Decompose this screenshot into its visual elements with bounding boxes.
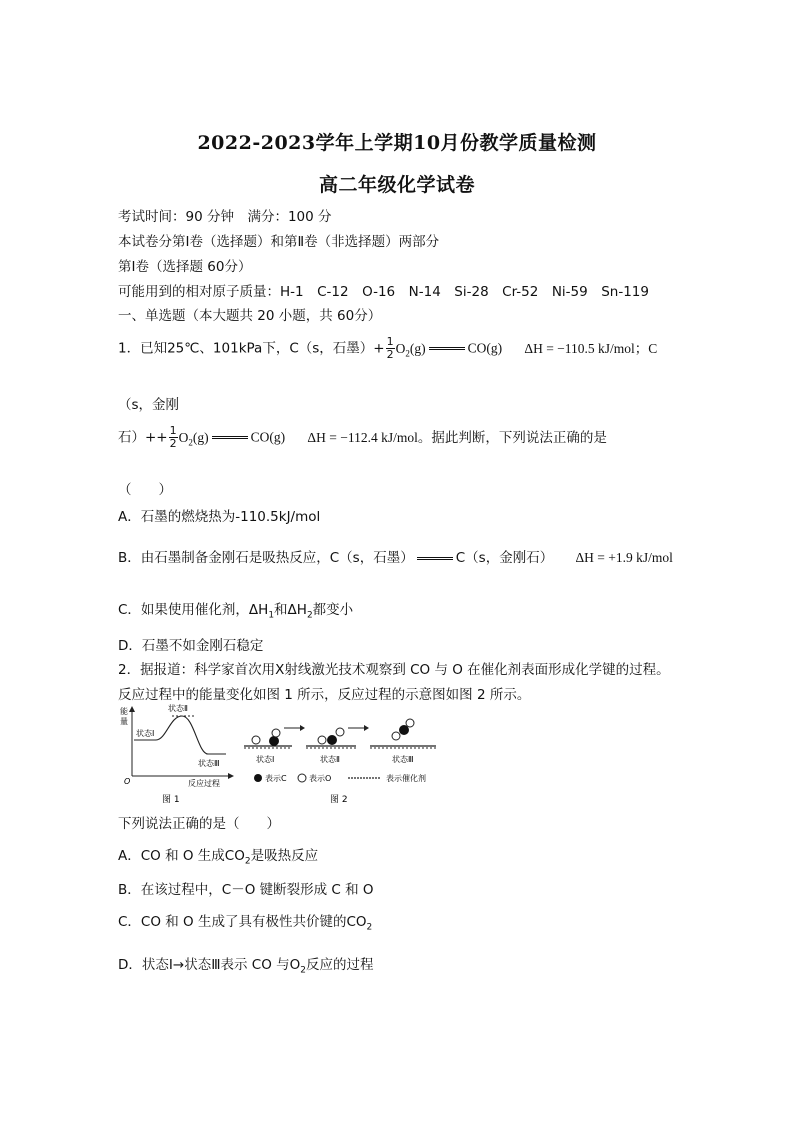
fig2-legend-c: 表示C — [265, 774, 287, 783]
q1-blank: （ ） — [118, 482, 172, 498]
fig2-legend-catalyst: 表示催化剂 — [386, 774, 426, 783]
fig2-state3-o-atom-1 — [392, 732, 400, 740]
fig2-state2-label: 状态Ⅱ — [320, 755, 340, 764]
q1-fraction-2: $\frac{1}{2}$ — [169, 424, 177, 450]
atomic-masses: 可能用到的相对原子质量：H-1 C-12 O-16 N-14 Si-28 Cr-52 Ni-59 Sn-119 — [118, 284, 649, 300]
exam-time: 考试时间：90 分钟 满分：100 分 — [118, 209, 332, 225]
q1-dh2: ΔH = −112.4 kJ/mol。据此判断，下列说法正确的是 — [307, 429, 607, 445]
figure-1-energy-diagram — [118, 702, 238, 808]
fig1-origin: O — [124, 777, 131, 786]
fig1-caption: 图 1 — [162, 795, 180, 805]
fig2-state1-label: 状态Ⅰ — [256, 755, 275, 764]
fig1-state3-label: 状态Ⅲ — [198, 759, 220, 768]
fig2-state1-o-atom — [252, 736, 260, 744]
q2-question: 下列说法正确的是（ ） — [118, 816, 280, 832]
q1-dh1: ΔH = −110.5 kJ/mol；C — [524, 340, 658, 356]
exam-title: 2022-2023学年上学期10月份教学质量检测 — [197, 132, 597, 154]
fig2-legend-o-icon — [298, 774, 306, 782]
q1-option-b-arrow — [417, 557, 453, 560]
q1-option-a: A．石墨的燃烧热为-110.5kJ/mol — [118, 509, 321, 525]
fig2-state1-o-bound — [272, 729, 280, 737]
fig1-x-arrow — [228, 773, 234, 779]
fig2-arrow-2 — [364, 725, 369, 731]
fig1-xlabel: 反应过程 — [188, 779, 220, 788]
q1-option-c: C．如果使用催化剂，$\Delta H_1$和$\Delta H_2$都变小 — [118, 602, 354, 621]
q1-option-d: D．石墨不如金刚石稳定 — [118, 638, 264, 654]
q2-option-c: C．CO 和 O 生成了具有极性共价键的$CO_2$ — [118, 914, 373, 933]
q2-stem-line2: 反应过程中的能量变化如图 1 所示，反应过程的示意图如图 2 所示。 — [118, 687, 531, 703]
figure-2-process-diagram — [240, 718, 440, 808]
section-heading: 一、单选题（本大题共 20 小题，共 60分） — [118, 308, 382, 324]
q1-stem-text: 1．已知25℃、101kPa下，C（s，石墨）+ — [118, 340, 385, 357]
part1-heading: 第Ⅰ卷（选择题 60分） — [118, 259, 252, 275]
fig2-caption: 图 2 — [330, 795, 348, 805]
q2-option-a: A．CO 和 O 生成$CO_2$是吸热反应 — [118, 848, 319, 867]
fig2-legend-c-icon — [254, 774, 262, 782]
q2-option-b: B．在该过程中，C－O 键断裂形成 C 和 O — [118, 882, 374, 898]
fig1-state2-label: 状态Ⅱ — [168, 704, 188, 713]
q1-equilibrium-arrow — [429, 347, 465, 350]
exam-sections: 本试卷分第Ⅰ卷（选择题）和第Ⅱ卷（非选择题）两部分 — [118, 234, 440, 250]
q1-option-b: B．由石墨制备金刚石是吸热反应，C（s，石墨） C（s，金刚石） ΔH = +1.9 kJ/mol — [118, 550, 673, 566]
q2-stem-line1: 2．据报道：科学家首次用X射线激光技术观察到 CO 与 O 在催化剂表面形成化学键的过程。 — [118, 662, 670, 678]
fig2-state2-o-bound — [336, 728, 344, 736]
fig1-y-arrow — [129, 706, 135, 712]
fig1-state1-label: 状态Ⅰ — [136, 729, 155, 738]
fig2-state3-o-atom-2 — [406, 719, 414, 727]
fig2-legend-o: 表示O — [309, 774, 332, 783]
fig1-ylabel-2: 量 — [120, 717, 128, 726]
q1-stem-line3: 石）++ $\frac{1}{2}$ $O_2(g)$ CO(g) ΔH = −112.4 kJ/mol。据此判断，下列说法正确的是 — [118, 424, 607, 450]
fig2-state2-o-atom — [318, 736, 326, 744]
q2-option-d: D．状态Ⅰ→状态Ⅲ表示 CO 与$O_2$反应的过程 — [118, 957, 374, 976]
q1-o2: $O_2(g)$ — [395, 340, 426, 359]
q1-stem-line1 — [118, 336, 657, 361]
q1-stem-line2: （s，金刚 — [118, 397, 180, 413]
fig2-state3-label: 状态Ⅲ — [392, 755, 414, 764]
q1-o2-2: $O_2(g)$ — [178, 429, 209, 448]
fig2-state2-c-atom — [327, 735, 337, 745]
fig2-arrow-1 — [300, 725, 305, 731]
fig1-ylabel-1: 能 — [120, 707, 128, 716]
q1-equilibrium-arrow-2 — [212, 436, 248, 439]
q1-product: CO(g) — [467, 340, 503, 356]
q1-fraction: $\frac{1}{2}$ — [386, 335, 394, 361]
exam-subtitle: 高二年级化学试卷 — [318, 174, 475, 196]
fig2-state1-c-atom — [269, 736, 279, 746]
